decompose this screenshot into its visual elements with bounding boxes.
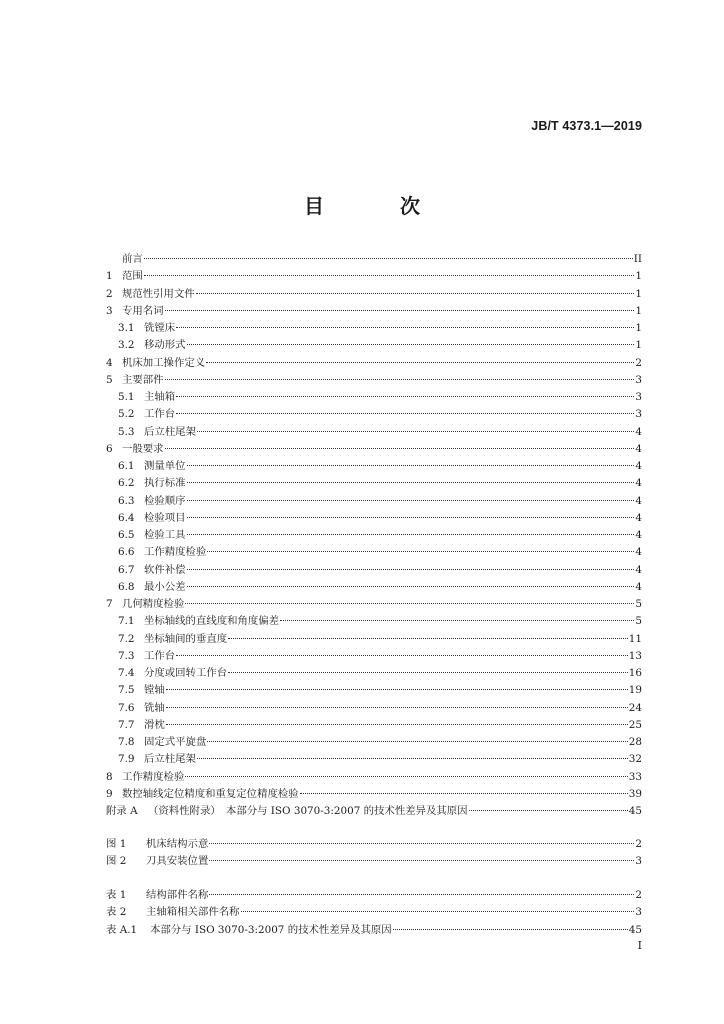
figure-entry-page: 3 — [635, 855, 642, 868]
figure-entry-label: 机床结构示意 — [146, 838, 209, 850]
toc-entry-page: II — [633, 253, 642, 265]
toc-entry-number: 6.8 — [118, 580, 135, 593]
dot-leader — [187, 574, 635, 587]
figure-entry[interactable] — [106, 851, 642, 868]
dot-leader — [209, 848, 634, 861]
toc-entry-label: 执行标准 — [144, 477, 186, 490]
figure-entry-page: 2 — [635, 838, 642, 850]
toc-entry-label: 后立柱尾架 — [144, 753, 196, 766]
toc-entry-label: 铣镗床 — [144, 322, 176, 334]
dot-leader — [241, 899, 635, 912]
dot-leader — [176, 384, 634, 397]
dot-leader — [144, 263, 635, 276]
dot-leader — [187, 522, 635, 535]
toc-entry-number: 6.3 — [118, 494, 135, 507]
dot-leader — [280, 608, 634, 621]
dot-leader — [176, 315, 634, 328]
toc-entry-page: 5 — [635, 598, 642, 610]
table-of-contents — [106, 249, 642, 818]
toc-entry-number: 7.3 — [118, 649, 135, 662]
dot-leader — [393, 917, 628, 930]
toc-entry-label: 软件补偿 — [144, 563, 186, 576]
toc-entry-page: 4 — [635, 529, 642, 541]
toc-entry-label: 数控轴线定位精度和重复定位精度检验 — [122, 787, 299, 800]
toc-entry-page: 13 — [628, 649, 642, 662]
toc-entry-number: 5.3 — [118, 425, 135, 438]
toc-entry-label: 分度或回转工作台 — [144, 667, 228, 679]
dot-leader — [300, 781, 628, 794]
toc-entry-number: 4 — [106, 356, 113, 369]
table-entry[interactable] — [106, 920, 642, 937]
dot-leader — [187, 332, 635, 345]
dot-leader — [166, 712, 628, 725]
toc-entry-page: 16 — [628, 667, 642, 679]
toc-entry-page: 4 — [635, 460, 642, 472]
toc-entry-number: 7.5 — [118, 684, 135, 697]
toc-entry-page: 1 — [635, 287, 642, 300]
toc-entry-label: 主轴箱 — [144, 391, 176, 403]
toc-entry-number: 6.5 — [118, 529, 135, 541]
dot-leader — [187, 505, 635, 518]
toc-entry-label: 主要部件 — [122, 373, 164, 386]
toc-entry-page: 3 — [635, 408, 642, 421]
toc-entry-number: 9 — [106, 787, 113, 800]
table-entry-number: 表 2 — [106, 906, 127, 919]
toc-entry-page: 4 — [635, 442, 642, 455]
toc-entry-number: 5.1 — [118, 391, 135, 403]
toc-entry-number: 7.6 — [118, 701, 135, 714]
dot-leader — [187, 470, 635, 483]
toc-entry-number: 7 — [106, 598, 113, 610]
toc-entry-page: 11 — [628, 632, 642, 645]
toc-entry-page: 3 — [635, 373, 642, 386]
toc-entry-page: 32 — [628, 753, 642, 766]
toc-entry-page: 28 — [628, 736, 642, 748]
toc-entry-number: 2 — [106, 287, 113, 300]
toc-entry-page: 4 — [635, 580, 642, 593]
toc-entry-number: 7.4 — [118, 667, 135, 679]
dot-leader — [209, 882, 634, 895]
toc-entry-page: 33 — [628, 770, 642, 783]
dot-leader — [165, 298, 635, 311]
toc-entry-label: （资料性附录） 本部分与 ISO 3070-3:2007 的技术性差异及其原因 — [148, 805, 468, 817]
dot-leader — [165, 367, 635, 380]
toc-entry-label: 测量单位 — [144, 460, 186, 472]
table-entry-label: 本部分与 ISO 3070-3:2007 的技术性差异及其原因 — [150, 923, 392, 936]
toc-entry-number: 6.4 — [118, 511, 135, 524]
toc-entry-page: 24 — [628, 701, 642, 714]
toc-entry-label: 坐标轴间的垂直度 — [144, 632, 228, 645]
toc-entry-number: 5 — [106, 373, 113, 386]
dot-leader — [207, 539, 634, 552]
dot-leader — [185, 591, 634, 604]
dot-leader — [176, 643, 628, 656]
table-entry-page: 2 — [635, 889, 642, 901]
toc-entry-label: 坐标轴线的直线度和角度偏差 — [144, 615, 280, 628]
standard-number: JB/T 4373.1—2019 — [531, 119, 642, 133]
toc-entry-number: 7.2 — [118, 632, 135, 645]
toc-entry-page: 1 — [635, 270, 642, 283]
toc-entry-label: 后立柱尾架 — [144, 425, 196, 438]
table-entry-label: 结构部件名称 — [146, 889, 209, 901]
toc-entry-label: 工作台 — [144, 649, 176, 662]
toc-entry-label: 镗轴 — [144, 684, 165, 697]
toc-entry-label: 检验工具 — [144, 529, 186, 541]
table-entry-page: 45 — [628, 923, 642, 936]
figure-entry-label: 刀具安装位置 — [146, 855, 209, 868]
dot-leader — [144, 246, 633, 259]
toc-entry-page: 1 — [635, 322, 642, 334]
toc-entry-number: 8 — [106, 770, 113, 783]
dot-leader — [196, 281, 635, 294]
toc-entry-label: 一般要求 — [122, 442, 164, 455]
toc-entry-number: 6 — [106, 442, 113, 455]
toc-entry-page: 4 — [635, 563, 642, 576]
dot-leader — [166, 677, 628, 690]
toc-entry-label: 铣轴 — [144, 701, 165, 714]
toc-entry-number: 7.7 — [118, 718, 135, 731]
toc-entry-number: 7.9 — [118, 753, 135, 766]
page-title: 目 次 — [304, 194, 448, 218]
figure-entry-number: 图 1 — [106, 838, 127, 850]
dot-leader — [187, 453, 635, 466]
toc-entry-number: 7.8 — [118, 736, 135, 748]
toc-entry-page: 4 — [635, 425, 642, 438]
toc-entry-page: 4 — [635, 494, 642, 507]
dot-leader — [197, 419, 634, 432]
toc-entry-label: 工作精度检验 — [122, 770, 185, 783]
toc-entry-page: 1 — [635, 339, 642, 352]
table-entry-number: 表 1 — [106, 889, 127, 901]
toc-entry-label: 检验顺序 — [144, 494, 186, 507]
toc-entry-number: 6.2 — [118, 477, 135, 490]
toc-entry-page: 3 — [635, 391, 642, 403]
toc-entry-label: 专用名词 — [122, 304, 164, 317]
toc-entry-label: 最小公差 — [144, 580, 186, 593]
toc-entry-label: 固定式平旋盘 — [144, 736, 207, 748]
page-number: I — [637, 939, 642, 952]
toc-entry-label: 工作台 — [144, 408, 176, 421]
table-entry-number: 表 A.1 — [106, 923, 138, 936]
toc-entry-number: 6.7 — [118, 563, 135, 576]
dot-leader — [185, 764, 627, 777]
dot-leader — [207, 729, 627, 742]
dot-leader — [187, 557, 635, 570]
toc-entry-label: 滑枕 — [144, 718, 165, 731]
dot-leader — [165, 436, 635, 449]
dot-leader — [209, 831, 634, 844]
toc-entry-number: 3.2 — [118, 339, 135, 352]
dot-leader — [469, 798, 628, 811]
toc-entry-page: 19 — [628, 684, 642, 697]
figure-entry-number: 图 2 — [106, 855, 127, 868]
toc-entry-number: 5.2 — [118, 408, 135, 421]
toc-entry-number: 附录 A — [106, 805, 138, 817]
toc-entry-page: 25 — [628, 718, 642, 731]
toc-entry-page: 39 — [628, 787, 642, 800]
toc-entry-label: 范围 — [122, 270, 143, 283]
list-of-figures — [106, 834, 642, 869]
toc-entry-number: 6.6 — [118, 546, 135, 559]
toc-entry-number: 1 — [106, 270, 113, 283]
toc-entry-label: 移动形式 — [144, 339, 186, 352]
dot-leader — [228, 626, 628, 639]
dot-leader — [228, 660, 628, 673]
toc-entry-label: 几何精度检验 — [122, 598, 185, 610]
toc-entry-label: 前言 — [122, 253, 143, 265]
dot-leader — [166, 695, 628, 708]
table-entry-page: 3 — [635, 906, 642, 919]
list-of-tables — [106, 885, 642, 937]
toc-entry-page: 45 — [628, 805, 642, 817]
toc-entry-number: 3.1 — [118, 322, 135, 334]
toc-entry-page: 2 — [635, 356, 642, 369]
toc-entry-number: 3 — [106, 304, 113, 317]
toc-entry-page: 4 — [635, 511, 642, 524]
toc-entry-number: 6.1 — [118, 460, 135, 472]
dot-leader — [187, 488, 635, 501]
toc-entry-page: 4 — [635, 477, 642, 490]
toc-entry-label: 工作精度检验 — [144, 546, 207, 559]
toc-entry-label: 规范性引用文件 — [122, 287, 195, 300]
toc-entry-page: 1 — [635, 304, 642, 317]
dot-leader — [206, 350, 634, 363]
dot-leader — [176, 401, 634, 414]
dot-leader — [197, 746, 628, 759]
toc-entry-page: 5 — [635, 615, 642, 628]
toc-entry-label: 检验项目 — [144, 511, 186, 524]
toc-entry-page: 4 — [635, 546, 642, 559]
toc-entry-label: 机床加工操作定义 — [122, 356, 206, 369]
toc-entry-number: 7.1 — [118, 615, 135, 628]
table-entry-label: 主轴箱相关部件名称 — [146, 906, 240, 919]
toc-entry[interactable] — [106, 801, 642, 818]
